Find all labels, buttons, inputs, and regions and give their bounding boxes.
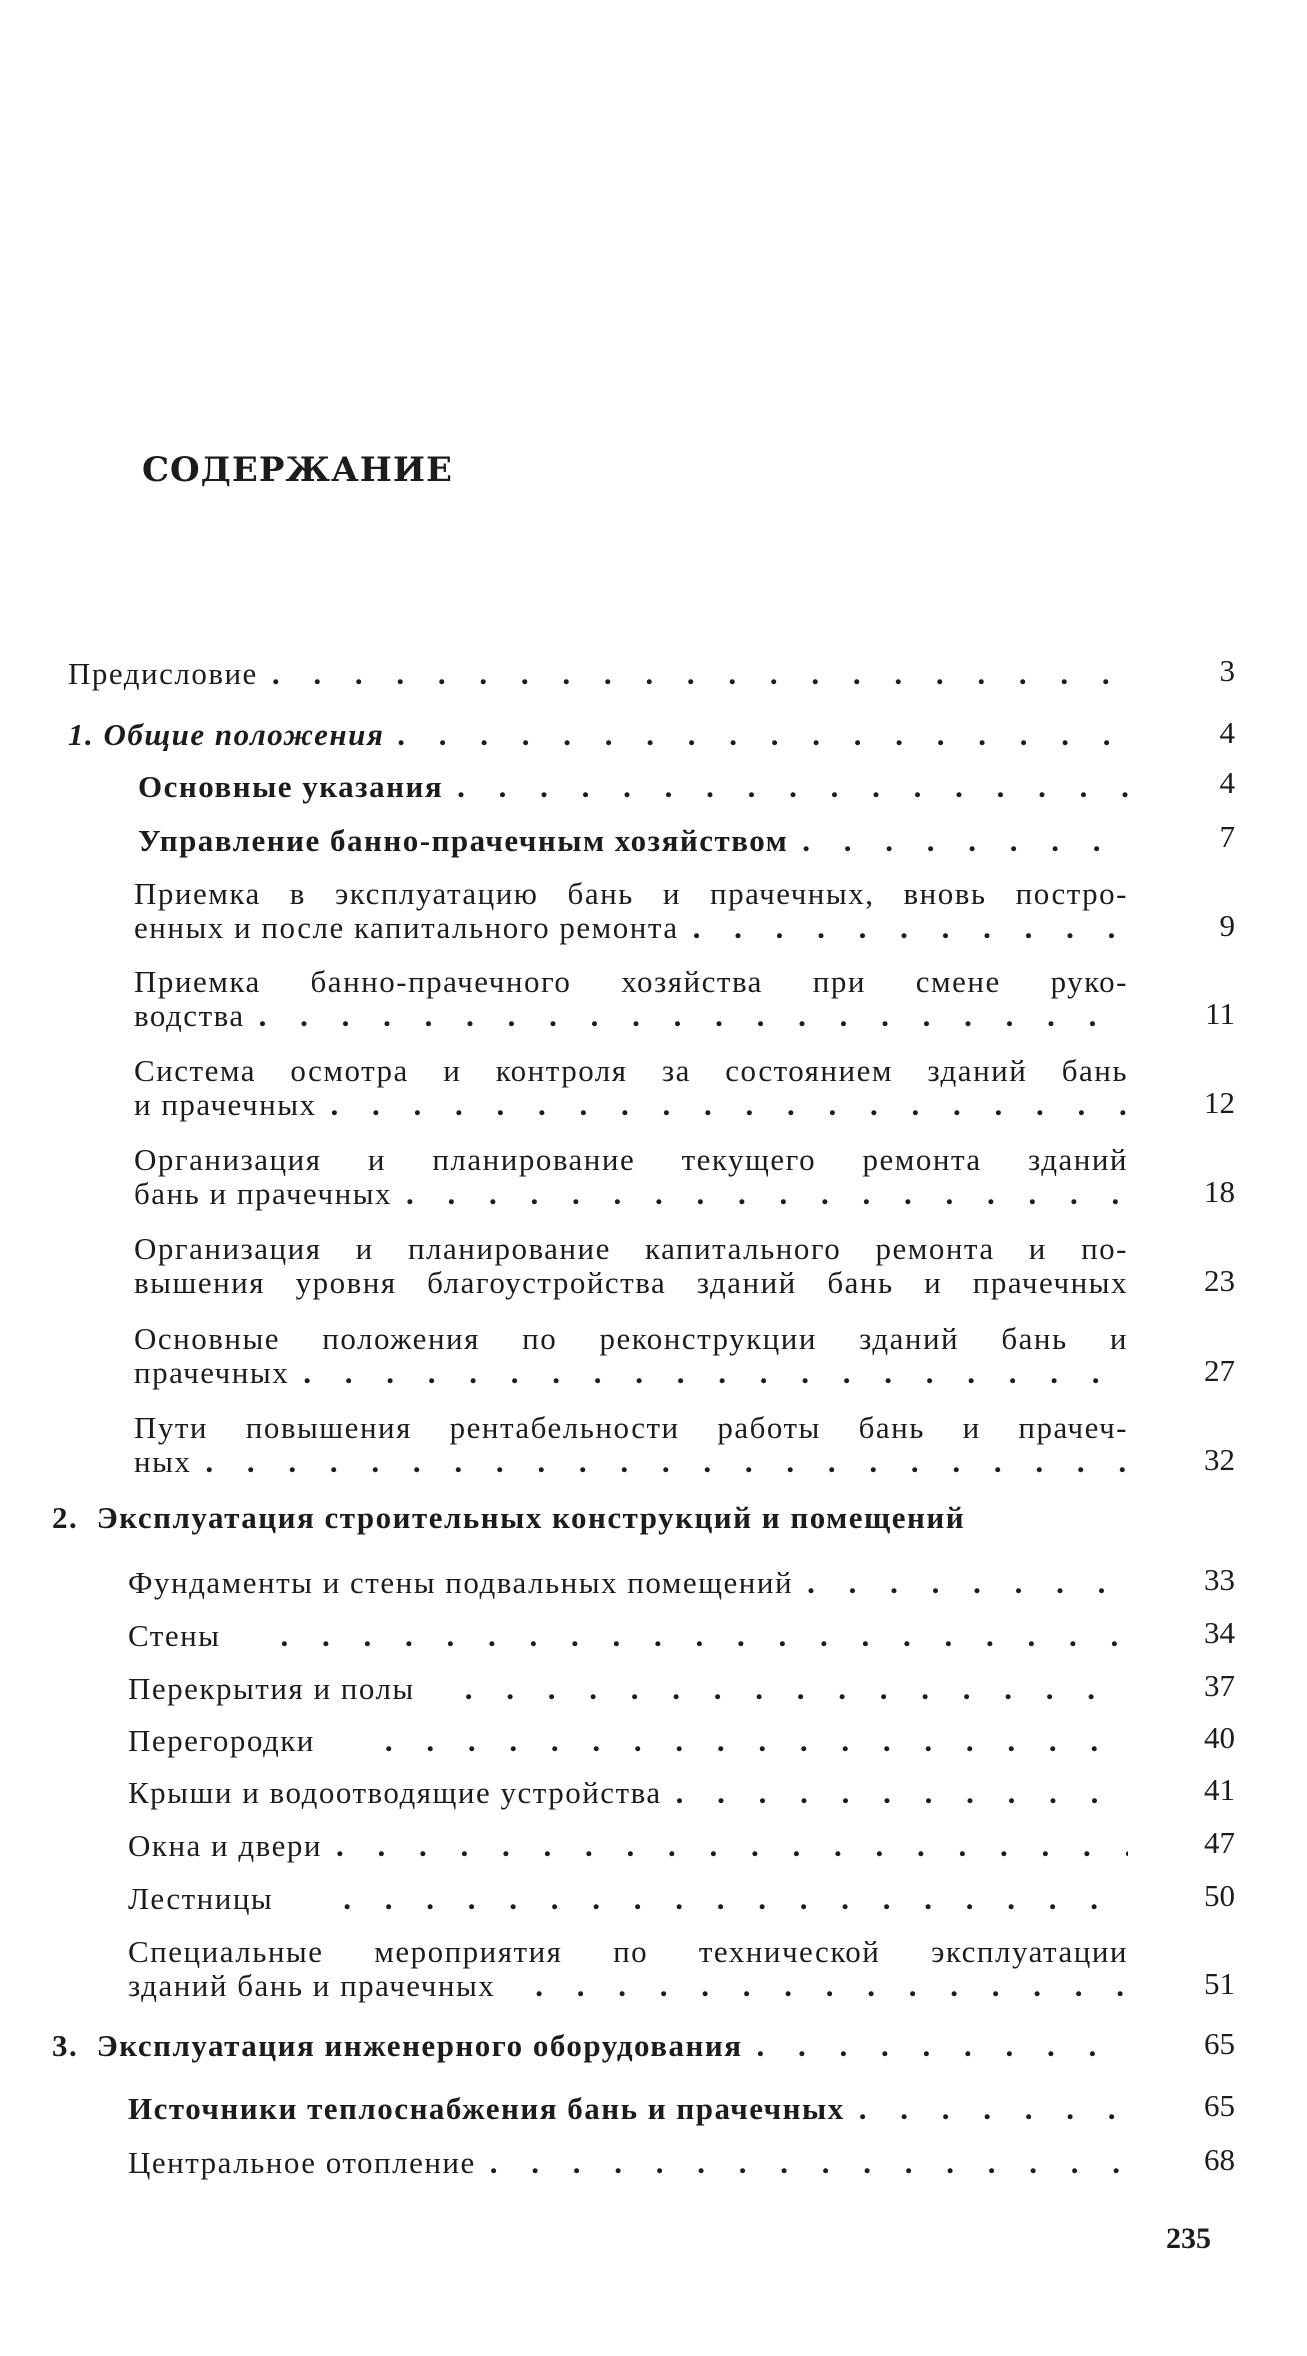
toc-page-number: 7 [1219, 819, 1235, 854]
dot-leader [289, 1356, 1128, 1390]
toc-entry-preface[interactable] [68, 657, 1128, 691]
toc-page-number: 50 [1204, 1878, 1235, 1913]
dot-leader [679, 911, 1128, 945]
toc-entry[interactable] [128, 1566, 1128, 1600]
toc-entry-title: Основные указания [138, 770, 444, 804]
toc-entry-title: Лестницы [128, 1882, 274, 1916]
toc-entry[interactable] [128, 2092, 1128, 2126]
toc-entry[interactable] [134, 1411, 1128, 1479]
toc-entry-title-cont: прачечных [134, 1356, 290, 1390]
toc-entry[interactable] [128, 1724, 1128, 1758]
toc-entry[interactable] [128, 1619, 1128, 1653]
toc-entry-title-cont: водства [134, 999, 245, 1033]
toc-entry-title: Перекрытия и полы [128, 1672, 415, 1706]
toc-entry[interactable] [128, 1672, 1128, 1706]
dot-leader [476, 2146, 1128, 2180]
toc-page-number: 65 [1204, 2026, 1235, 2061]
toc-page-number: 37 [1204, 1668, 1235, 1703]
toc-page-number: 3 [1219, 653, 1235, 688]
toc-entry-title: Организация и планирование текущего ремонта зданий [134, 1143, 1128, 1177]
dot-leader [443, 770, 1128, 804]
toc-page-number: 12 [1204, 1085, 1235, 1120]
toc-entry[interactable] [134, 877, 1128, 945]
dot-leader [495, 1969, 1128, 2003]
toc-page-number: 32 [1204, 1442, 1235, 1477]
toc-entry-title: Источники теплоснабжения бань и прачечных [128, 2092, 845, 2126]
dot-leader [315, 1724, 1128, 1758]
toc-entry-title: Система осмотра и контроля за состоянием зданий бань [134, 1054, 1128, 1088]
toc-entry-title: Общие положения [103, 718, 385, 752]
toc-entry[interactable] [134, 1054, 1128, 1122]
toc-page-number: 34 [1204, 1615, 1235, 1650]
chapter-number: 1. [68, 718, 95, 752]
dot-leader [191, 1445, 1128, 1479]
toc-entry-title: Крыши и водоотводящие устройства [128, 1776, 662, 1810]
page-title: СОДЕРЖАНИЕ [142, 450, 453, 490]
toc-entry-title: Приемка в эксплуатацию бань и прачечных, вновь постро- [134, 877, 1128, 911]
toc-entry[interactable] [134, 1143, 1128, 1211]
page-folio-number: 235 [1166, 2222, 1211, 2255]
dot-leader [788, 824, 1128, 858]
toc-page-number: 47 [1204, 1825, 1235, 1860]
toc-chapter-2[interactable] [52, 1501, 1128, 1535]
toc-entry[interactable] [128, 1829, 1128, 1863]
toc-entry-title: Специальные мероприятия по технической эксплуатации [128, 1935, 1128, 1969]
toc-entry-title: Стены [128, 1619, 221, 1653]
toc-entry-title-cont: вышения уровня благоустройства зданий бань и прачечных [134, 1266, 1128, 1300]
toc-page-number: 4 [1219, 715, 1235, 750]
toc-page-number: 41 [1204, 1772, 1235, 1807]
dot-leader [317, 1088, 1128, 1122]
toc-page-number: 23 [1204, 1263, 1235, 1298]
toc-page-number: 40 [1204, 1720, 1235, 1755]
toc-entry-title: Перегородки [128, 1724, 315, 1758]
toc-entry-title: Фундаменты и стены подвальных помещений [128, 1566, 794, 1600]
toc-entry-title: Основные положения по реконструкции зданий бань и [134, 1322, 1128, 1356]
dot-leader [245, 999, 1128, 1033]
toc-entry-title-cont: и прачечных [134, 1088, 317, 1122]
toc-page-number: 33 [1204, 1562, 1235, 1597]
dot-leader [392, 1177, 1128, 1211]
toc-page-number: 11 [1205, 996, 1235, 1031]
dot-leader [322, 1829, 1128, 1863]
toc-entry[interactable] [128, 1776, 1128, 1810]
toc-page-number: 18 [1204, 1174, 1235, 1209]
toc-entry-title: Организация и планирование капитального ремонта и по- [134, 1232, 1128, 1266]
toc-entry[interactable] [134, 965, 1128, 1033]
chapter-number: 2. [52, 1501, 79, 1535]
toc-entry-title: Центральное отопление [128, 2146, 476, 2180]
dot-leader [415, 1672, 1128, 1706]
dot-leader [384, 718, 1128, 752]
chapter-number: 3. [52, 2029, 79, 2063]
toc-chapter-1[interactable] [68, 718, 1128, 752]
toc-entry-title-cont: енных и после капитального ремонта [134, 911, 679, 945]
toc-entry-title: Окна и двери [128, 1829, 322, 1863]
toc-chapter-3[interactable] [52, 2029, 1128, 2063]
dot-leader [221, 1619, 1129, 1653]
dot-leader [742, 2029, 1128, 2063]
toc-page-number: 68 [1204, 2142, 1235, 2177]
dot-leader [793, 1566, 1128, 1600]
toc-entry[interactable] [134, 1322, 1128, 1390]
toc-entry[interactable] [134, 1232, 1128, 1300]
toc-entry-title: Управление банно-прачечным хозяйством [138, 824, 789, 858]
toc-page-number: 9 [1219, 908, 1235, 943]
toc-page-number: 27 [1204, 1353, 1235, 1388]
toc-entry[interactable] [138, 770, 1128, 804]
toc-page-number: 65 [1204, 2088, 1235, 2123]
dot-leader [273, 1882, 1128, 1916]
toc-entry[interactable] [128, 1882, 1128, 1916]
toc-entry-title: Пути повышения рентабельности работы бань и прачеч- [134, 1411, 1128, 1445]
toc-page-number: 51 [1204, 1966, 1235, 2001]
dot-leader [662, 1776, 1128, 1810]
toc-entry-title: Эксплуатация инженерного оборудования [96, 2029, 743, 2063]
toc-entry-title-cont: зданий бань и прачечных [128, 1969, 496, 2003]
toc-entry-title-cont: бань и прачечных [134, 1177, 393, 1211]
toc-entry-title-cont: ных [134, 1445, 192, 1479]
dot-leader [258, 657, 1128, 691]
toc-entry[interactable] [128, 2146, 1128, 2180]
toc-entry[interactable] [128, 1935, 1128, 2003]
toc-entry-title: Предисловие [68, 657, 258, 691]
dot-leader [845, 2092, 1128, 2126]
toc-entry[interactable] [138, 824, 1128, 858]
toc-entry-title: Эксплуатация строительных конструкций и помещений [96, 1501, 966, 1535]
toc-entry-title: Приемка банно-прачечного хозяйства при смене руко- [134, 965, 1128, 999]
toc-page-number: 4 [1219, 765, 1235, 800]
